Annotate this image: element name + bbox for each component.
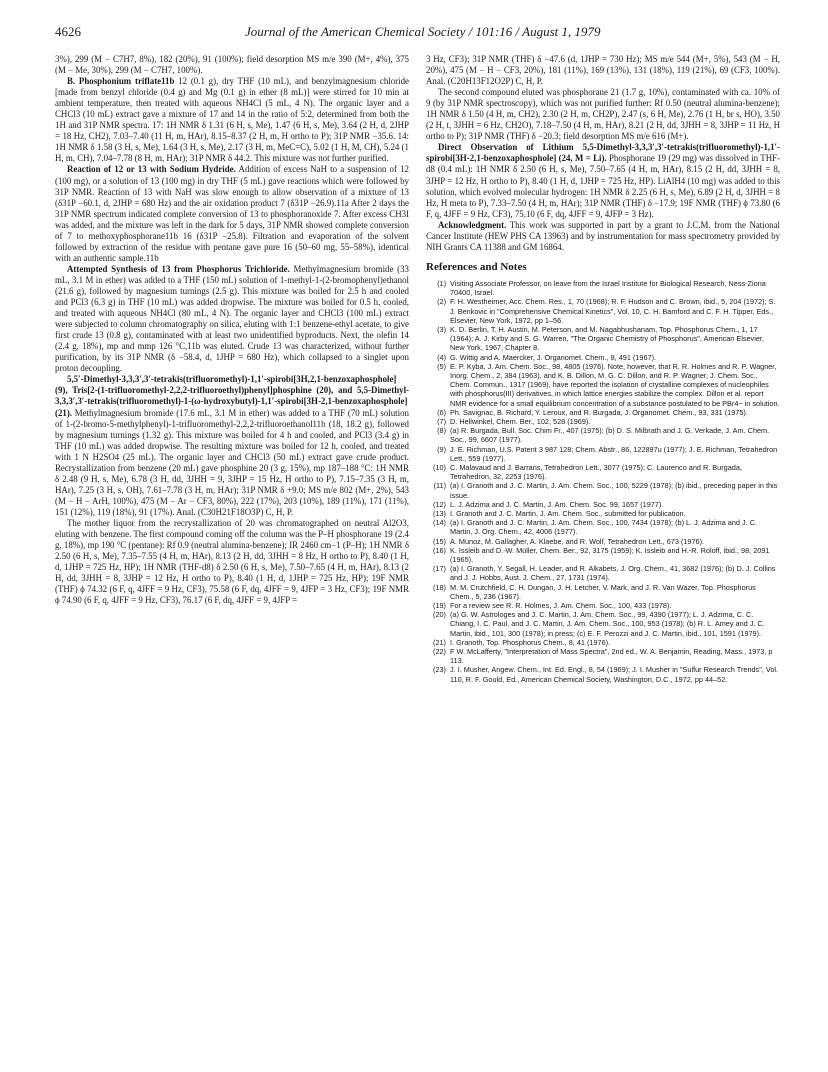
reference-text: For a review see R. R. Holmes, J. Am. Chem. Soc., 100, 433 (1978). — [450, 601, 672, 610]
page-header — [55, 24, 780, 46]
reference-number: (1) — [437, 278, 446, 288]
paragraph: Attempted Synthesis of 13 from Phosphorus Trichloride. Methylmagnesium bromide (33 mL, 3.1 M in ether) was added to a THF (150 mL) solution of 1-methyl-1-(2-bromophenyl)ethanol (21.6 g), followed by magnesium turnings (2.5 g). This mixture was boiled for 2.5 h and cooled and PCl3 (6.3 g) in THF (10 mL) was added dropwise. The mixture was boiled for 0.5 h, cooled, and treated with aqueous NH4Cl (80 mL, 4 N). The organic layer and CHCl3 (100 mL) extract were subjected to column chromatography on silica, eluting with 1:1 benzene-ethyl acetate, to give first crude 13 (0.8 g), contaminated with at least two unidentified byproducts. Next, the olefin 14 (2.4 g, 18%), mp and mmp 126 °C,11b was eluted. Crude 13 was characterized, without further purification, by its 31P NMR (δ −58.4, d, 1JHP = 680 Hz), which collapsed to a singlet upon proton decoupling. — [55, 263, 409, 374]
paragraph: 3 Hz, CF3); 31P NMR (THF) δ −47.6 (d, 1JHP = 730 Hz); MS m/e 544 (M+, 5%), 543 (M − H, 20%), 475 (M − H − CF3, 20%), 181 (11%), 169 (13%), 131 (18%), 119 (21%), 69 (CF3, 100%). Anal. (C20H13F12O2P) C, H, P. — [426, 54, 780, 87]
reference-item — [426, 537, 780, 546]
reference-text: K. D. Berlin, T. H. Austin, M. Peterson, and M. Nagabhushanam, Top. Phosphorus Chem., 1, 17 (1964); A. J. Kirby and S. G. Warren, "The Organic Chemistry of Phosphorus", American Elsevier, New York, 1967, Chapter 8. — [450, 324, 764, 353]
reference-text: J. I. Musher, Angew. Chem., Int. Ed. Engl., 8, 54 (1969); J. I. Musher in "Sulfur Research Trends", Vol. 110, R. F. Gould, Ed., American Chemical Society, Washington, D.C., 1972, pp 44–52. — [450, 665, 779, 684]
reference-text: (a) G. W. Astrologes and J. C. Martin, J. Am. Chem. Soc., 99, 4390 (1977); L. J. Adzima, C. C. Chiang, I. C. Paul, and J. C. Martin, J. Am. Chem. Soc., 100, 953 (1978); (b) R. L. Amey and J. C. Martin, ibid., 101, 300 (1978); in press; (c) E. F. Perozzi and J. C. Martin, ibid., 101, 1591 (1979). — [450, 610, 765, 638]
reference-number: (22) — [433, 647, 446, 657]
reference-number: (19) — [433, 601, 446, 610]
reference-number: (8) — [437, 426, 446, 436]
acknowledgment: Acknowledgment. This work was supported in part by a grant to J.C.M. from the National Cancer Institute (HEW PHS CA 13963) and by instrumentation for mass spectrometry provided by NIH Grants CA 11388 and GM 16864. — [426, 219, 780, 252]
reference-text: F. H. Westheimer, Acc. Chem. Res., 1, 70 (1968); R. F. Hudson and C. Brown, ibid., 5, 204 (1972); S. J. Benkovic in "Comprehensive Chemical Kinetics", Vol. 10, C. H. Bamford and C. F. H. Tipper, Eds., Elsevier, New York, 1972, pp 1–56. — [450, 297, 776, 325]
paragraph: The mother liquor from the recrystallization of 20 was chromatographed on neutral Al2O3, eluting with benzene. The first compound coming off the column was the P–H phosphorane 19 (2.4 g, 18%), mp 190 °C (pentane): Rf 0.9 (neutral alumina-benzene); IR 2460 cm−1 (P–H); 1H NMR δ 2.50 (6 H, s, Me), 7.35–7.55 (4 H, m, HAr), 8.13 (2 H, dd, 3JHH = 8 Hz, H ortho to P), 8.40 (1 H, d, 1JHP = 725 Hz, HP); 1H NMR (THF-d8) δ 2.50 (6 H, s, Me), 7.50–7.65 (4 H, m, HAr), 8.13 (2 H, dd, 3JHH = 8, 3JHP = 12 Hz, H ortho to P), 8.40 (1 H, d, 1JHP = 725 Hz, HP); 19F NMR (THF) ϕ 74.32 (6 F, q, 4JFF = 9 Hz, CF3), 75.58 (6 F, dq, 4JFF = 9, 4JFP = 3 Hz, CF3); 19F NMR ϕ 74.90 (6 F, q, 4JFF = 9 Hz, CF3), 76.17 (6 F, dq, 4JFF = 9, 4JFP = — [55, 517, 409, 606]
reference-number: (7) — [437, 416, 446, 426]
left-column — [55, 54, 409, 606]
reference-text: J. E. Richman, U.S. Patent 3 987 128; Chem. Abstr., 86, 122897u (1977); J. E. Richman, Tetrahedron Lett., 559 (1977). — [450, 444, 778, 463]
reference-text: K. Issleib and D.-W. Müller, Chem. Ber., 92, 3175 (1959); K. Issleib and H.-R. Roloff, ibid., 98, 2091 (1965). — [450, 545, 770, 564]
page-number: 4626 — [55, 24, 81, 39]
reference-item — [426, 518, 780, 536]
reference-text: (a) I. Granoth and J. C. Martin, J. Am. Chem. Soc., 100, 5229 (1978); (b) ibid., preceding paper in this issue. — [450, 481, 778, 500]
paragraph: 5,5′-Dimethyl-3,3,3′,3′-tetrakis(trifluoromethyl)-1,1′-spirobi[3H,2,1-benzoxaphosphole] (9), Tris[2-(1-trifluoromethyl-2,2,2-trifluoroethyl)phenyl]phosphine (20), and 5,5-Dimethyl-3,3,3′,3′-tetrakis(trifluoromethyl)-1-(ω-hydroxybutyl)-1,1′-spirobi[3H-2,1-benzoxaphosphole] (21). Methylmagnesium bromide (17.6 mL, 3.1 M in ether) was added to a THF (70 mL) solution of 1-(2-bromo-5-methylphenyl)-1-trifluoromethyl-2,2,2-trifluoroethanol11b (18, 18.2 g), followed by magnesium turnings (1.32 g). This mixture was boiled for 4 h and cooled, and PCl3 (3.4 g) in THF (10 mL) was added dropwise. The resulting mixture was boiled for 12 h, cooled, and treated with 1 N H2SO4 (25 mL). The organic layer and CHCl3 (50 mL) extract gave crude product. Recrystallization from benzene (20 mL) gave phosphine 20 (3 g, 15%), mp 187–188 °C: 1H NMR δ 2.48 (9 H, s, Me), 6.78 (3 H, dd, 3JHH = 9, 3JHP = 15 Hz, H ortho to P), 7.15–7.35 (3 H, m, HAr), 7.25 (3 H, s, OH), 7.61–7.78 (3 H, m, HAr); 31P NMR δ +9.0; MS m/e 802 (M+, 2%), 543 (M − H − ArH, 100%), 475 (M − Ar − CF3, 80%), 222 (17%), 203 (10%), 189 (11%), 171 (11%), 151 (12%), 119 (18%), 91 (17%). Anal. (C30H21F18O3P) C, H, P. — [55, 374, 409, 517]
reference-item — [426, 610, 780, 638]
reference-item — [426, 500, 780, 509]
paragraph: B. Phosphonium triflate11b 12 (0.1 g), dry THF (10 mL), and benzylmagnesium chloride [made from benzyl chloride (0.4 g) and Mg (0.1 g) in ether (8 mL)] were stirred for 10 min at ambient temperature, then treated with aqueous NH4Cl (5 mL, 4 N). The organic layer and a CHCl3 (10 mL) extract gave a mixture of 17 and 14 in the ratio of 5:2, determined from both the 1H and 31P NMR spectra. 17: 1H NMR δ 1.31 (6 H, s, Me), 1.47 (6 H, s, Me), 3.64 (2 H, d, 2JHP = 18 Hz, CH2), 7.03–7.40 (11 H, m, HAr), 8.15–8.37 (2 H, m, H ortho to P); 31P NMR −35.6. 14: 1H NMR δ 1.58 (3 H, s, Me), 1.64 (3 H, s, Me), 2.17 (3 H, m, MeC=C), 5.02 (1 H, M, CH), 5.24 (1 H, m, CH), 7.04–7.78 (8 H, m, HAr); 31P NMR δ 44.2. This mixture was not further purified. — [55, 76, 409, 164]
right-column — [426, 54, 780, 684]
reference-number: (12) — [433, 499, 446, 509]
reference-number: (16) — [433, 545, 446, 555]
reference-item — [426, 297, 780, 325]
reference-text: (a) R. Burgada, Bull. Soc. Chim Fr., 407 (1975); (b) D. S. Milbrath and J. G. Verkade, J. Am. Chem. Soc., 99, 6607 (1977). — [450, 426, 770, 445]
reference-number: (5) — [437, 361, 446, 371]
reference-text: E. P. Kyba, J. Am. Chem. Soc., 98, 4805 (1976). Note, however, that R. R. Holmes and R. P. Wagner, Inorg. Chem., 2, 384 (1963), and K. B. Dillon, M. G. C. Dillon, and R. P. Wagner, J. Chem. Soc., Chem. Commun., 1317 (1969), have reported the isolation of crystalline complexes of nucleophiles with phosphorus(III) derivatives, in which lattice energies stabilize the complex. Dillon et al. report NMR evidence for a small equilibrium concentration of a substance postulated to be PBr4− in solution. — [450, 361, 780, 408]
reference-number: (21) — [433, 637, 446, 647]
reference-number: (3) — [437, 324, 446, 334]
reference-text: A. Munoz, M. Gallagher, A. Klaebe, and R. Wolf, Tetrahedron Lett., 673 (1976). — [450, 536, 705, 546]
reference-item — [426, 601, 780, 610]
reference-text: D. Hellwinkel, Chem. Ber., 102, 528 (1969). — [450, 416, 591, 426]
reference-number: (17) — [433, 564, 446, 574]
reference-number: (15) — [433, 536, 446, 546]
reference-text: (a) I. Granoth and J. C. Martin, J. Am. Chem. Soc., 100, 7434 (1978); (b) L. J. Adzima and J. C. Martin, J. Org. Chem., 42, 4006 (1977). — [450, 518, 758, 537]
reference-item — [426, 509, 780, 518]
reference-item — [426, 665, 780, 683]
reference-text: F W. McLafferty, "Interpretation of Mass Spectra", 2nd ed., W. A. Benjamin, Reading, Mass., 1973, p 113. — [450, 647, 773, 666]
paragraph-lead: 5,5′-Dimethyl-3,3,3′,3′-tetrakis(trifluoromethyl)-1,1′-spirobi[3H,2,1-benzoxaphosphole] (9), Tris[2-(1-trifluoromethyl-2,2,2-trifluoroethyl)phenyl]phosphine (20), and 5,5-Dimethyl-3,3,3′,3′-tetrakis(trifluoromethyl)-1-(ω-hydroxybutyl)-1,1′-spirobi[3H-2,1-benzoxaphosphole] (21). — [55, 374, 409, 418]
reference-item — [426, 546, 780, 564]
reference-number: (6) — [437, 407, 446, 417]
reference-text: C. Malavaud and J. Barrans, Tetrahedron Lett., 3077 (1975); C. Laurenco and R. Burgada, Tetrahedron, 32, 2253 (1976). — [450, 462, 742, 482]
reference-number: (9) — [437, 444, 446, 454]
reference-number: (14) — [433, 518, 446, 528]
paragraph-lead: Attempted Synthesis of 13 from Phosphorus Trichloride. — [67, 263, 290, 274]
reference-number: (23) — [433, 665, 446, 675]
paragraph: 3%), 299 (M − C7H7, 8%), 182 (20%), 91 (100%); field desorption MS m/e 390 (M+, 4%), 375 (M − Me, 30%), 299 (M − C7H7, 100%). — [55, 54, 409, 76]
reference-number: (18) — [433, 582, 446, 592]
reference-text: G. Wittig and A. Maercker, J. Organomet. Chem., 8, 491 (1967). — [450, 352, 657, 362]
reference-number: (20) — [433, 610, 446, 620]
reference-item — [426, 279, 780, 297]
paragraph: Direct Observation of Lithium 5,5-Dimethyl-3,3,3′,3′-tetrakis(trifluoromethyl)-1,1′-spirobi[3H-2,1-benzoxaphosphole] (24, M = Li). Phosphorane 19 (29 mg) was dissolved in THF-d8 (0.4 mL): 1H NMR δ 2.50 (6 H, s, Me), 7.50–7.65 (4 H, m, HAr), 8.15 (2 H, dd, 3JHH = 8, 3JHP = 12 Hz, H ortho to P), 8.40 (1 H, d, 1JHP = 725 Hz, HP). LiAlH4 (10 mg) was added to this solution, which evolved molecular hydrogen: 1H NMR δ 2.25 (6 H, s, Me), 6.89 (2 H, d, 3JHH = 8 Hz, H meta to P), 7.33–7.50 (4 H, m, HAr); 31P NMR (THF) δ −17.9; 19F NMR (THF) ϕ 73.80 (6 F, q, 4JFF = 9 Hz, CF3), 75.10 (6 F, dq, 4JFF = 9, 4JFP = 3 Hz). — [426, 142, 780, 219]
reference-item — [426, 638, 780, 647]
paragraph-lead: Reaction of 12 or 13 with Sodium Hydride. — [67, 164, 236, 175]
reference-text: I. Granoth and J. C. Martin, J. Am. Chem. Soc., submitted for publication. — [450, 508, 686, 518]
paragraph: Reaction of 12 or 13 with Sodium Hydride. Addition of excess NaH to a suspension of 12 (100 mg), or a solution of 13 (100 mg) in dry THF (5 mL) gave reactions which were followed by 31P NMR. Reaction of 13 with NaH was slow enough to allow observation of a mixture of 13 (δ31P −60.1, d, 2JHP = 680 Hz) and the air oxidation product 7 (δ31P −26.9).11a After 2 days the 31P NMR spectrum indicated complete conversion of 13 to phosphoranoxide 7. After excess CH3I was added, and the mixture was left in the dark for 5 days, 31P NMR showed complete conversion of 7 to methoxyphosphorane11b 16 (δ31P −25.8). Filtration and evaporation of the solvent followed by extraction of the residue with pentane gave pure 16 (50–60 mg, 55–58%), identical with an authentic sample.11b — [55, 164, 409, 263]
reference-number: (2) — [437, 297, 446, 307]
reference-item — [426, 325, 780, 353]
paragraph-lead: Direct Observation of Lithium 5,5-Dimethyl-3,3,3′,3′-tetrakis(trifluoromethyl)-1,1′-spirobi[3H-2,1-benzoxaphosphole] (24, M = Li). — [426, 142, 780, 164]
running-head: Journal of the American Chemical Society / 101:16 / August 1, 1979 — [245, 24, 601, 39]
reference-item — [426, 647, 780, 665]
reference-item — [426, 564, 780, 582]
reference-text: I. Granoth, Top. Phosphorus Chem., 8, 41 (1976). — [450, 637, 611, 647]
references-heading: References and Notes — [426, 260, 527, 273]
reference-item — [426, 426, 780, 444]
paragraph: The second compound eluted was phosphorane 21 (1.7 g, 10%), contaminated with ca. 10% of 9 (by 31P NMR spectroscopy), which was not purified further: Rf 0.50 (neutral alumina-benzene); 1H NMR δ 1.50 (4 H, m, CH2), 2.30 (2 H, m, CH2P), 2.47 (s, 6 H, Me), 2.76 (1 H, br s, HO), 3.50 (2 H, t, 3JHH = 6 Hz, CH2O), 7.18–7.50 (4 H, m, HAr), 8.21 (2 H, dd, 3JHH = 8, 3JHP = 11 Hz, H ortho to P); 31P NMR (THF) δ −20.3; field desorption MS m/e 616 (M+). — [426, 87, 780, 142]
reference-item — [426, 362, 780, 408]
reference-item — [426, 445, 780, 463]
reference-text: L. J. Adzima and J. C. Martin, J. Am. Chem. Soc. 99, 1657 (1977). — [450, 499, 664, 509]
reference-item — [426, 583, 780, 601]
reference-item — [426, 353, 780, 362]
reference-item — [426, 481, 780, 499]
reference-list — [426, 279, 780, 684]
acknowledgment-lead: Acknowledgment. — [438, 219, 507, 230]
reference-item — [426, 463, 780, 481]
reference-number: (11) — [433, 481, 446, 491]
reference-text: Ph. Savignac, B. Richard, Y. Leroux, and R. Burgada, J. Organomet. Chem., 93, 331 (1975). — [450, 407, 748, 417]
paragraph-lead: B. Phosphonium triflate11b — [67, 76, 175, 87]
reference-number: (13) — [433, 508, 446, 518]
reference-text: Visiting Associate Professor, on leave from the Israel Institute for Biological Research, Ness-Ziona 70400, Israel. — [450, 278, 766, 298]
reference-item — [426, 417, 780, 426]
reference-text: M. M. Crutchfield, C. H. Dungan, J. H. Letcher, V. Mark, and J. R. Van Wazer, Top. Phosphorus Chem., 5, 236 (1967). — [450, 582, 756, 601]
reference-item — [426, 408, 780, 417]
reference-number: (4) — [437, 352, 446, 362]
reference-number: (10) — [433, 462, 446, 472]
reference-text: (a) I. Granoth, Y. Segall, H. Leader, and R. Alkabets, J. Org. Chem., 41, 3682 (1976); (b) D. J. Collins and J. J. Hobbs, Aust. J. Chem., 27, 1731 (1974). — [450, 564, 776, 583]
